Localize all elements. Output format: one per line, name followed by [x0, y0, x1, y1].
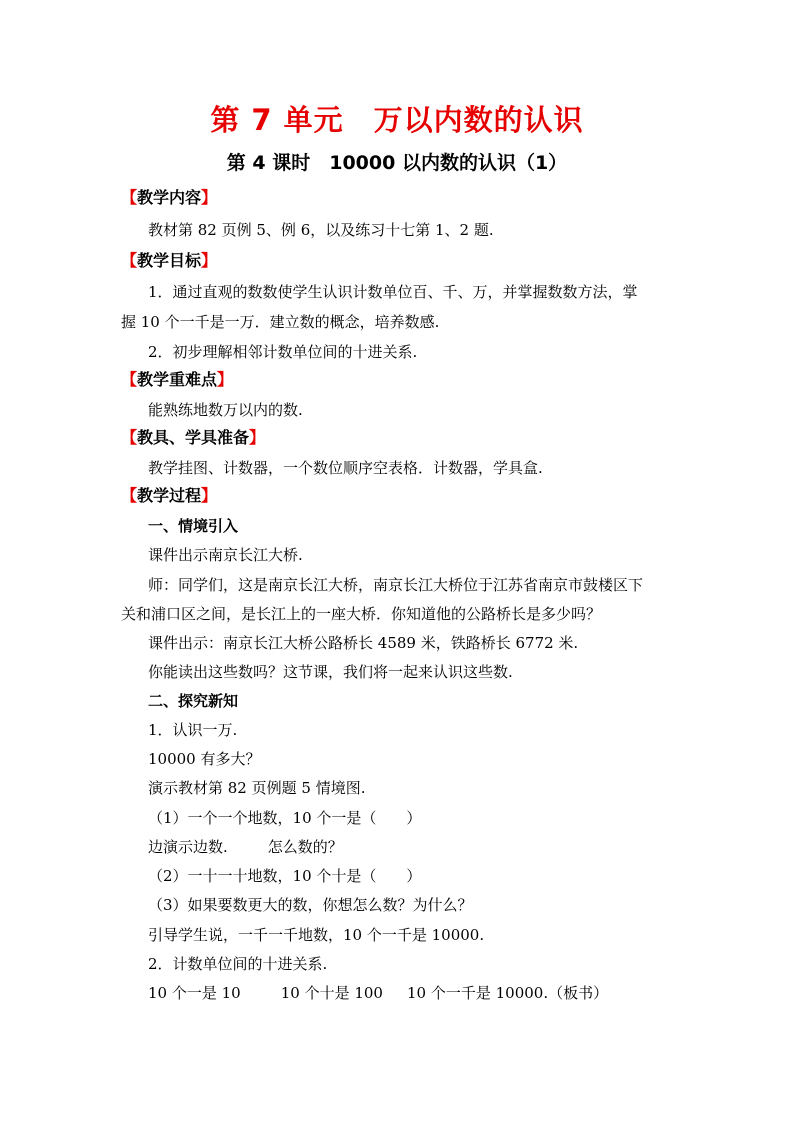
- process-line: 边演示边数. 怎么数的？: [148, 838, 343, 856]
- process-line: 2．计数单位间的十进关系.: [148, 955, 328, 973]
- process-line: 10000 有多大？: [148, 750, 261, 768]
- process-line: 10 个一是 10 10 个十是 100 10 个一千是 10000.（板书）: [148, 984, 609, 1002]
- process-line: 引导学生说，一千一千地数，10 个一千是 10000.: [148, 926, 485, 944]
- goal-line: 1．通过直观的数数使学生认识计数单位百、千、万，并掌握数数方法，掌: [148, 283, 638, 301]
- process-line: 你能读出这些数吗？这节课，我们将一起来认识这些数.: [148, 663, 513, 681]
- process-line-continued: 关和浦口区之间，是长江上的一座大桥．你知道他的公路桥长是多少吗？: [121, 605, 602, 623]
- process-line: 师：同学们，这是南京长江大桥，南京长江大桥位于江苏省南京市鼓楼区下: [148, 576, 644, 594]
- process-line: 课件出示南京长江大桥.: [148, 546, 303, 564]
- section-heading-content: 【教学内容】: [121, 188, 218, 207]
- section-heading-goals: 【教学目标】: [121, 251, 218, 270]
- lesson-subtitle: 第 4 课时 10000 以内数的认识（1）: [226, 152, 568, 174]
- process-line: 1．认识一万.: [148, 721, 238, 739]
- section-heading-process: 【教学过程】: [121, 486, 218, 505]
- step-title: 二、探究新知: [148, 692, 239, 710]
- key-line: 能熟练地数万以内的数.: [148, 401, 303, 419]
- content-line: 教材第 82 页例 5、例 6，以及练习十七第 1、2 题.: [148, 221, 494, 239]
- process-line: 演示教材第 82 页例题 5 情境图.: [148, 779, 366, 797]
- goal-line-continued: 握 10 个一千是一万．建立数的概念，培养数感.: [121, 313, 440, 331]
- process-line: （1）一个一个地数，10 个一是（ ）: [148, 809, 422, 827]
- process-line: （3）如果要数更大的数，你想怎么数？为什么？: [148, 896, 473, 914]
- process-line: （2）一十一十地数，10 个十是（ ）: [148, 867, 422, 885]
- unit-title: 第 7 单元 万以内数的认识: [210, 103, 584, 137]
- tools-line: 教学挂图、计数器，一个数位顺序空表格．计数器，学具盒.: [148, 459, 543, 477]
- process-line: 课件出示：南京长江大桥公路桥长 4589 米，铁路桥长 6772 米.: [148, 634, 579, 652]
- step-title: 一、情境引入: [148, 517, 239, 535]
- goal-line: 2．初步理解相邻计数单位间的十进关系.: [148, 343, 418, 361]
- section-heading-tools: 【教具、学具准备】: [121, 428, 266, 447]
- section-heading-key: 【教学重难点】: [121, 370, 234, 389]
